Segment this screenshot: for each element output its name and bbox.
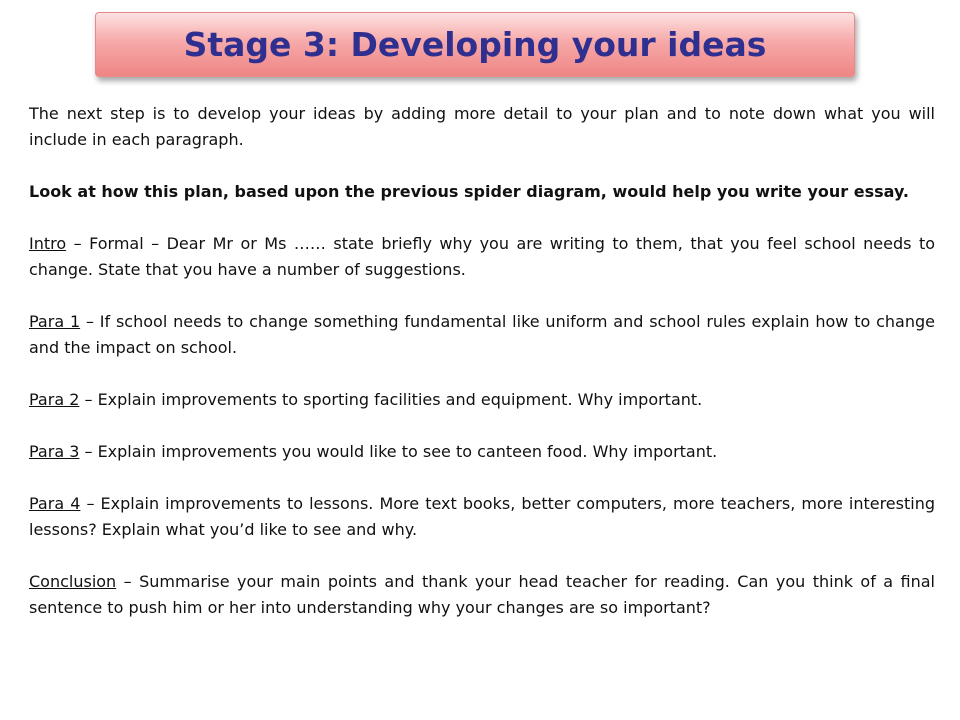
section-label: Para 4 (29, 494, 81, 513)
title-banner (95, 12, 855, 77)
plan-section-intro (29, 231, 935, 283)
section-text: – Summarise your main points and thank your head teacher for reading. Can you think of a final sentence to push him or her into understanding why your changes are so important? (29, 572, 935, 617)
plan-section-para-1 (29, 309, 935, 361)
section-label: Para 1 (29, 312, 81, 331)
instruction-paragraph: Look at how this plan, based upon the previous spider diagram, would help you write your essay. (29, 182, 909, 201)
section-label: Intro (29, 234, 67, 253)
slide-body (29, 101, 935, 647)
section-label: Para 3 (29, 442, 80, 461)
plan-section-para-2 (29, 387, 935, 413)
plan-section-para-4 (29, 491, 935, 543)
section-label: Para 2 (29, 390, 80, 409)
intro-paragraph: The next step is to develop your ideas by adding more detail to your plan and to note down what you will include in each paragraph. (29, 104, 935, 149)
plan-section-conclusion (29, 569, 935, 621)
section-text: – If school needs to change something fundamental like uniform and school rules explain how to change and the impact on school. (29, 312, 935, 357)
page-title: Stage 3: Developing your ideas (183, 25, 767, 64)
section-text: – Formal – Dear Mr or Ms …… state briefly why you are writing to them, that you feel school needs to change. State that you have a number of suggestions. (29, 234, 935, 279)
plan-section-para-3 (29, 439, 935, 465)
section-label: Conclusion (29, 572, 117, 591)
section-text: – Explain improvements you would like to see to canteen food. Why important. (79, 442, 718, 461)
section-text: – Explain improvements to sporting facilities and equipment. Why important. (79, 390, 703, 409)
section-text: – Explain improvements to lessons. More text books, better computers, more teachers, more interesting lessons? Explain what you’d like to see and why. (29, 494, 935, 539)
